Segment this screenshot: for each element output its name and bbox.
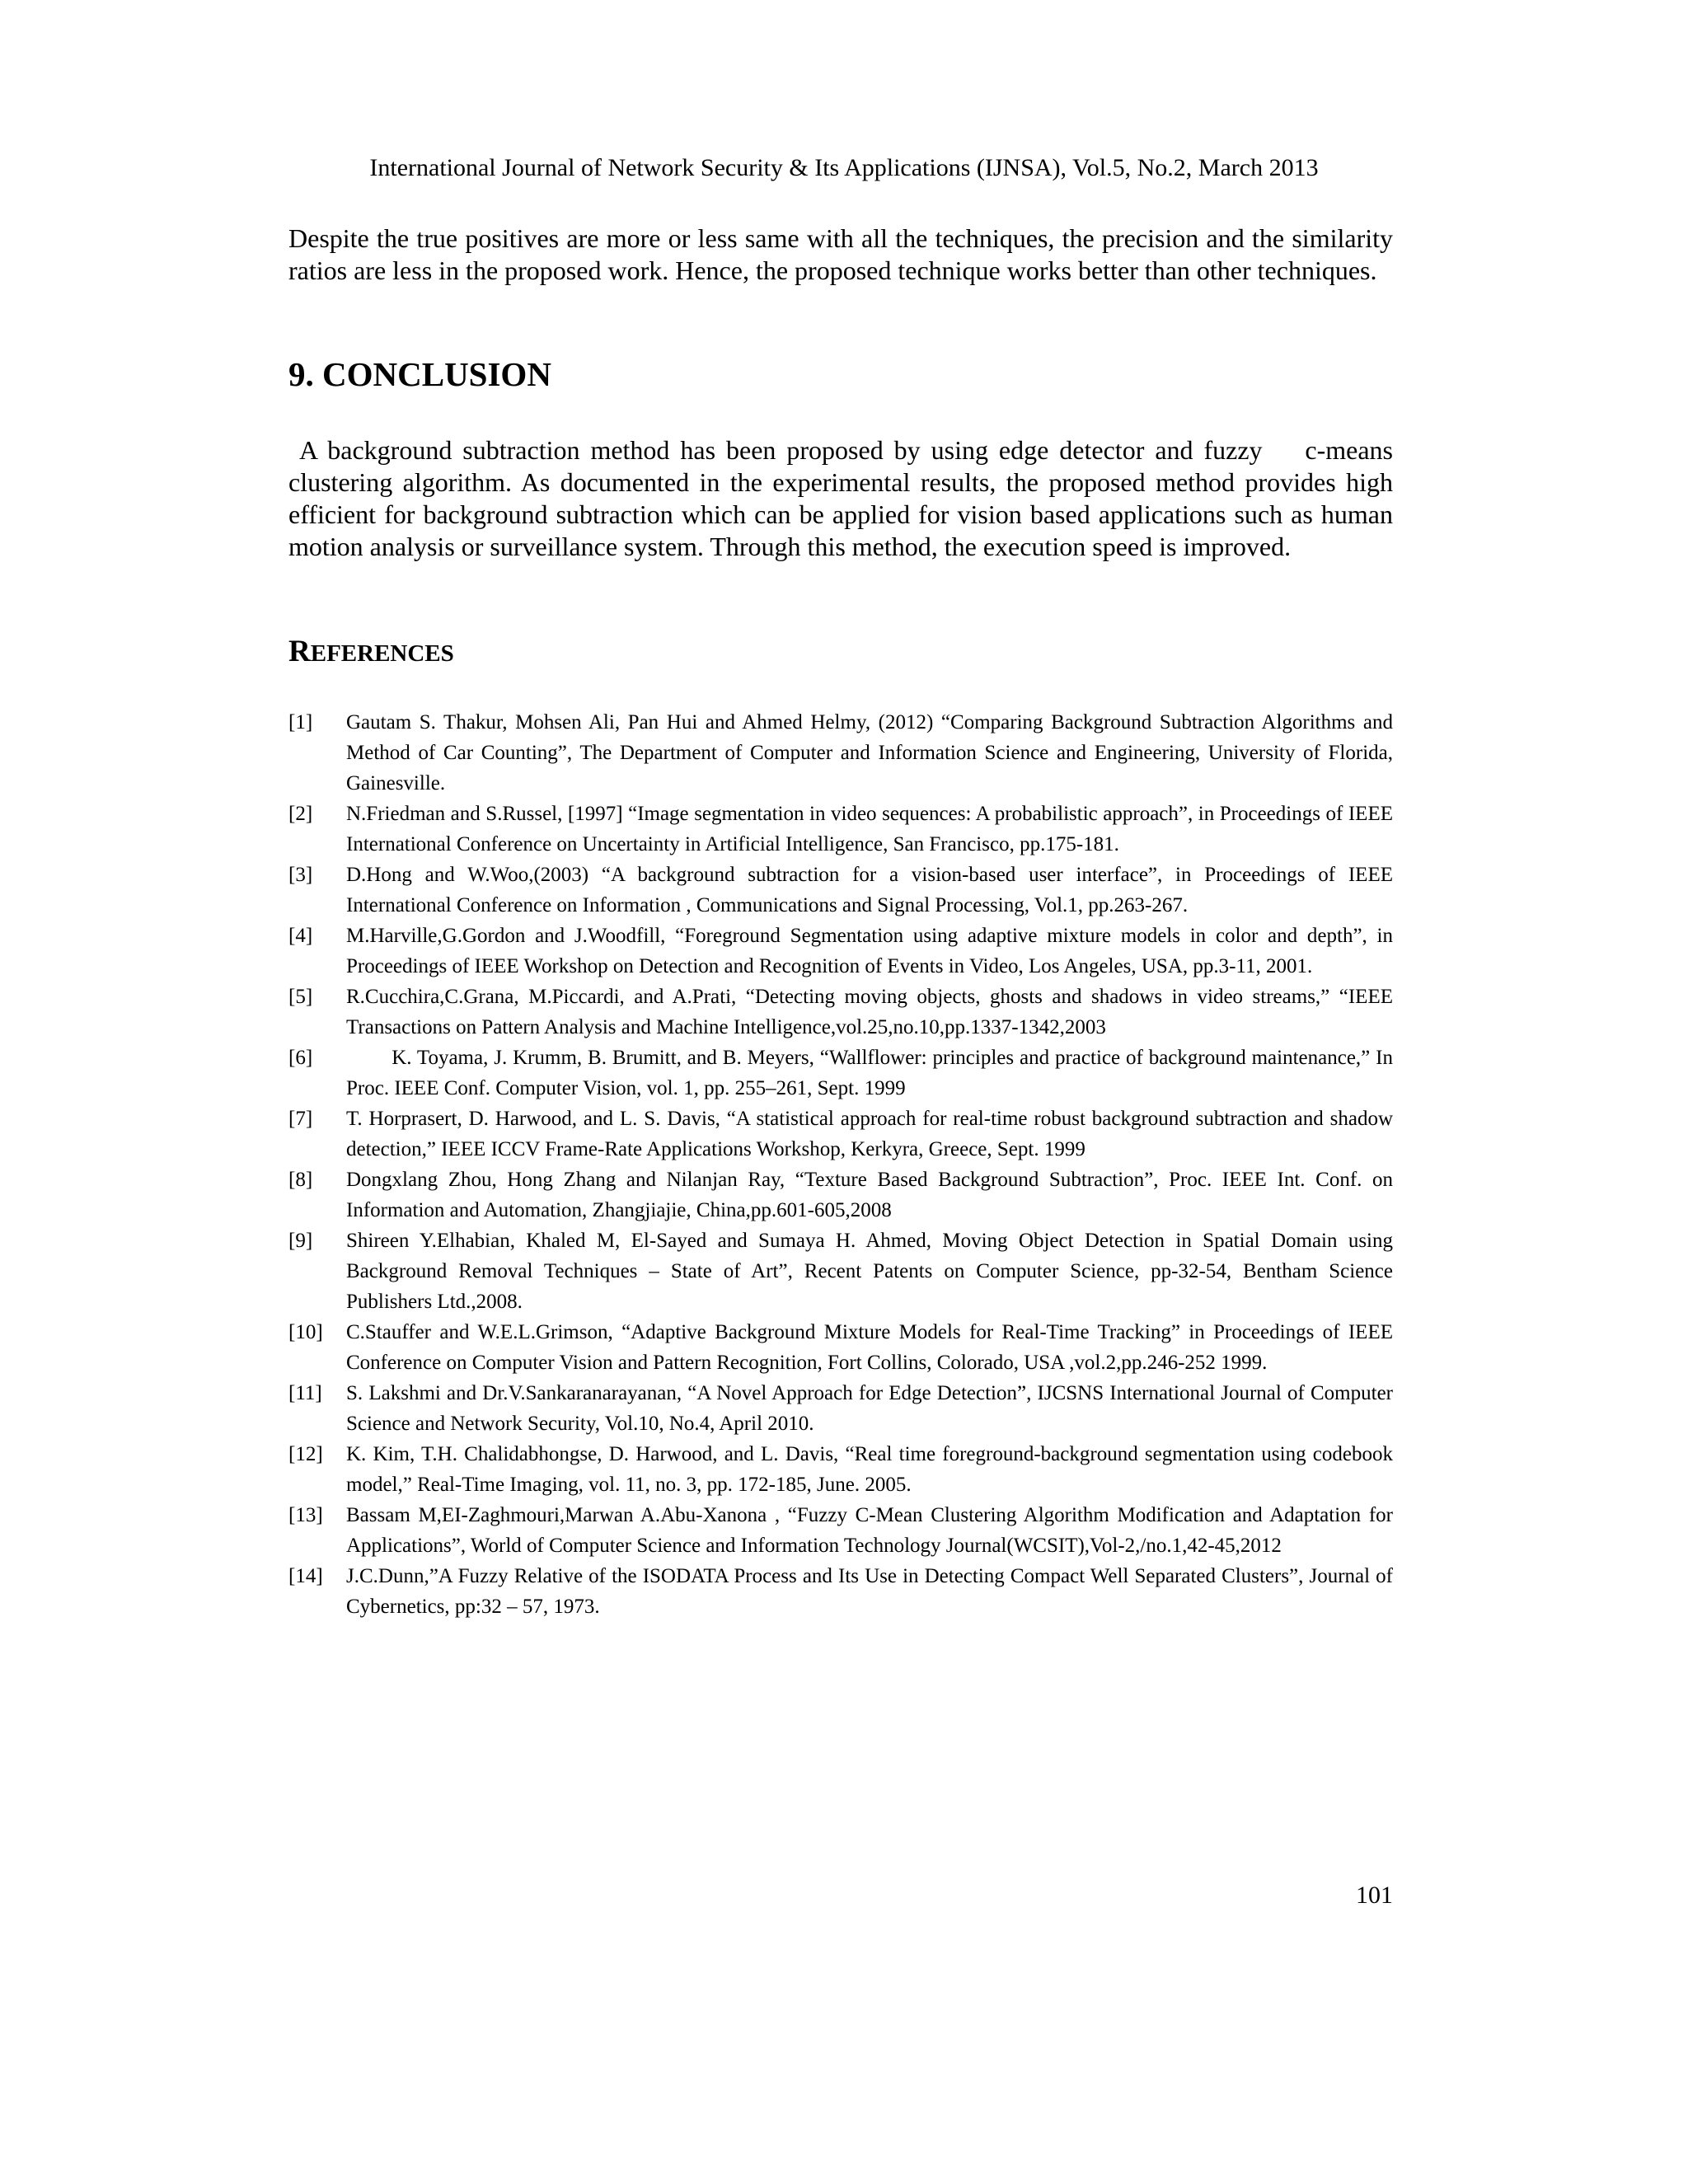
reference-item-3 — [288, 860, 1393, 921]
reference-text: N.Friedman and S.Russel, [1997] “Image segmentation in video sequences: A probabilistic approach”, in Proceedings of IEEE International Conference on Uncertainty in Artificial Intelligence, San Francisco, pp.175-181. — [346, 803, 1393, 855]
reference-number: [3] — [288, 864, 313, 886]
reference-text: M.Harville,G.Gordon and J.Woodfill, “Foreground Segmentation using adaptive mixture models in color and depth”, in Proceedings of IEEE Workshop on Detection and Recognition of Events in Video, Los Angeles, USA, pp.3-11, 2001. — [346, 925, 1393, 977]
reference-text: K. Kim, T.H. Chalidabhongse, D. Harwood, and L. Davis, “Real time foreground-background segmentation using codebook model,” Real-Time Imaging, vol. 11, no. 3, pp. 172-185, June. 2005. — [346, 1443, 1393, 1496]
reference-text: J.C.Dunn,”A Fuzzy Relative of the ISODATA Process and Its Use in Detecting Compact Well Separated Clusters”, Journal of Cybernetics, pp:32 – 57, 1973. — [346, 1565, 1393, 1618]
reference-number: [7] — [288, 1108, 313, 1130]
reference-item-10 — [288, 1317, 1393, 1378]
reference-text: Shireen Y.Elhabian, Khaled M, El-Sayed and Sumaya H. Ahmed, Moving Object Detection in Spatial Domain using Background Removal Techniques – State of Art”, Recent Patents on Computer Science, pp-32-54, Bentham Science Publishers Ltd.,2008. — [346, 1230, 1393, 1313]
reference-item-12 — [288, 1439, 1393, 1500]
reference-number: [1] — [288, 711, 313, 733]
reference-item-2 — [288, 799, 1393, 860]
reference-text: Dongxlang Zhou, Hong Zhang and Nilanjan Ray, “Texture Based Background Subtraction”, Proc. IEEE Int. Conf. on Information and Automation, Zhangjiajie, China,pp.601-605,2008 — [346, 1169, 1393, 1221]
running-header: International Journal of Network Security & Its Applications (IJNSA), Vol.5, No.2, March 2013 — [369, 154, 1319, 181]
reference-text: R.Cucchira,C.Grana, M.Piccardi, and A.Prati, “Detecting moving objects, ghosts and shadows in video streams,” “IEEE Transactions on Pattern Analysis and Machine Intelligence,vol.25,no.10,pp.1337-1342,2003 — [346, 986, 1393, 1038]
reference-item-4 — [288, 921, 1393, 982]
reference-item-1 — [288, 707, 1393, 799]
reference-item-13 — [288, 1500, 1393, 1561]
reference-item-6 — [288, 1043, 1399, 1104]
reference-number: [4] — [288, 925, 313, 947]
reference-text: T. Horprasert, D. Harwood, and L. S. Davis, “A statistical approach for real-time robust background subtraction and shadow detection,” IEEE ICCV Frame-Rate Applications Workshop, Kerkyra, Greece, Sept. 1999 — [346, 1108, 1393, 1160]
references-heading — [288, 634, 454, 672]
page-number: 101 — [1356, 1882, 1393, 1909]
reference-text: K. Toyama, J. Krumm, B. Brumitt, and B. Meyers, “Wallflower: principles and practice of background maintenance,” In Proc. IEEE Conf. Computer Vision, vol. 1, pp. 255–261, Sept. 1999 — [346, 1047, 1399, 1099]
reference-text: Gautam S. Thakur, Mohsen Ali, Pan Hui and Ahmed Helmy, (2012) “Comparing Background Subtraction Algorithms and Method of Car Counting”, The Department of Computer and Information Science and Engineering, University of Florida, Gainesville. — [346, 711, 1393, 794]
reference-item-9 — [288, 1226, 1393, 1317]
reference-text: D.Hong and W.Woo,(2003) “A background subtraction for a vision-based user interface”, in Proceedings of IEEE International Conference on Information , Communications and Signal Processing, Vol.1, pp.263-267. — [346, 864, 1393, 916]
conclusion-paragraph: A background subtraction method has been proposed by using edge detector and fuzzy c-means clustering algorithm. As documented in the experimental results, the proposed method provides high efficient for background subtraction which can be applied for vision based applications such as human motion analysis or surveillance system. Through this method, the execution speed is improved. — [288, 435, 1400, 561]
reference-number: [14] — [288, 1565, 323, 1587]
reference-list — [288, 707, 1399, 1622]
reference-text: Bassam M,EI-Zaghmouri,Marwan A.Abu-Xanona , “Fuzzy C-Mean Clustering Algorithm Modification and Adaptation for Applications”, World of Computer Science and Information Technology Journal(WCSIT),Vol-2,/no.1,42-45,2012 — [346, 1504, 1393, 1557]
references-heading-rest: EFERENCES — [310, 640, 454, 667]
conclusion-heading: 9. CONCLUSION — [288, 355, 551, 393]
reference-number: [11] — [288, 1382, 322, 1404]
reference-item-5 — [288, 982, 1393, 1043]
reference-number: [2] — [288, 803, 313, 825]
intro-paragraph: Despite the true positives are more or less same with all the techniques, the precision and the similarity ratios are less in the proposed work. Hence, the proposed technique works better than other techniques. — [288, 223, 1393, 285]
reference-item-8 — [288, 1165, 1393, 1226]
references-heading-initial: R — [288, 635, 311, 668]
reference-text: C.Stauffer and W.E.L.Grimson, “Adaptive Background Mixture Models for Real-Time Tracking” in Proceedings of IEEE Conference on Computer Vision and Pattern Recognition, Fort Collins, Colorado, USA ,vol.2,pp.246-252 1999. — [346, 1321, 1393, 1374]
reference-number: [8] — [288, 1169, 313, 1191]
reference-text: S. Lakshmi and Dr.V.Sankaranarayanan, “A Novel Approach for Edge Detection”, IJCSNS International Journal of Computer Science and Network Security, Vol.10, No.4, April 2010. — [346, 1382, 1393, 1435]
reference-number: [13] — [288, 1504, 323, 1526]
reference-number: [6] — [288, 1047, 313, 1069]
reference-number: [5] — [288, 986, 313, 1008]
reference-item-7 — [288, 1104, 1393, 1165]
reference-item-11 — [288, 1378, 1393, 1439]
reference-item-14 — [288, 1561, 1393, 1622]
reference-number: [10] — [288, 1321, 323, 1343]
reference-number: [12] — [288, 1443, 323, 1465]
reference-number: [9] — [288, 1230, 313, 1252]
